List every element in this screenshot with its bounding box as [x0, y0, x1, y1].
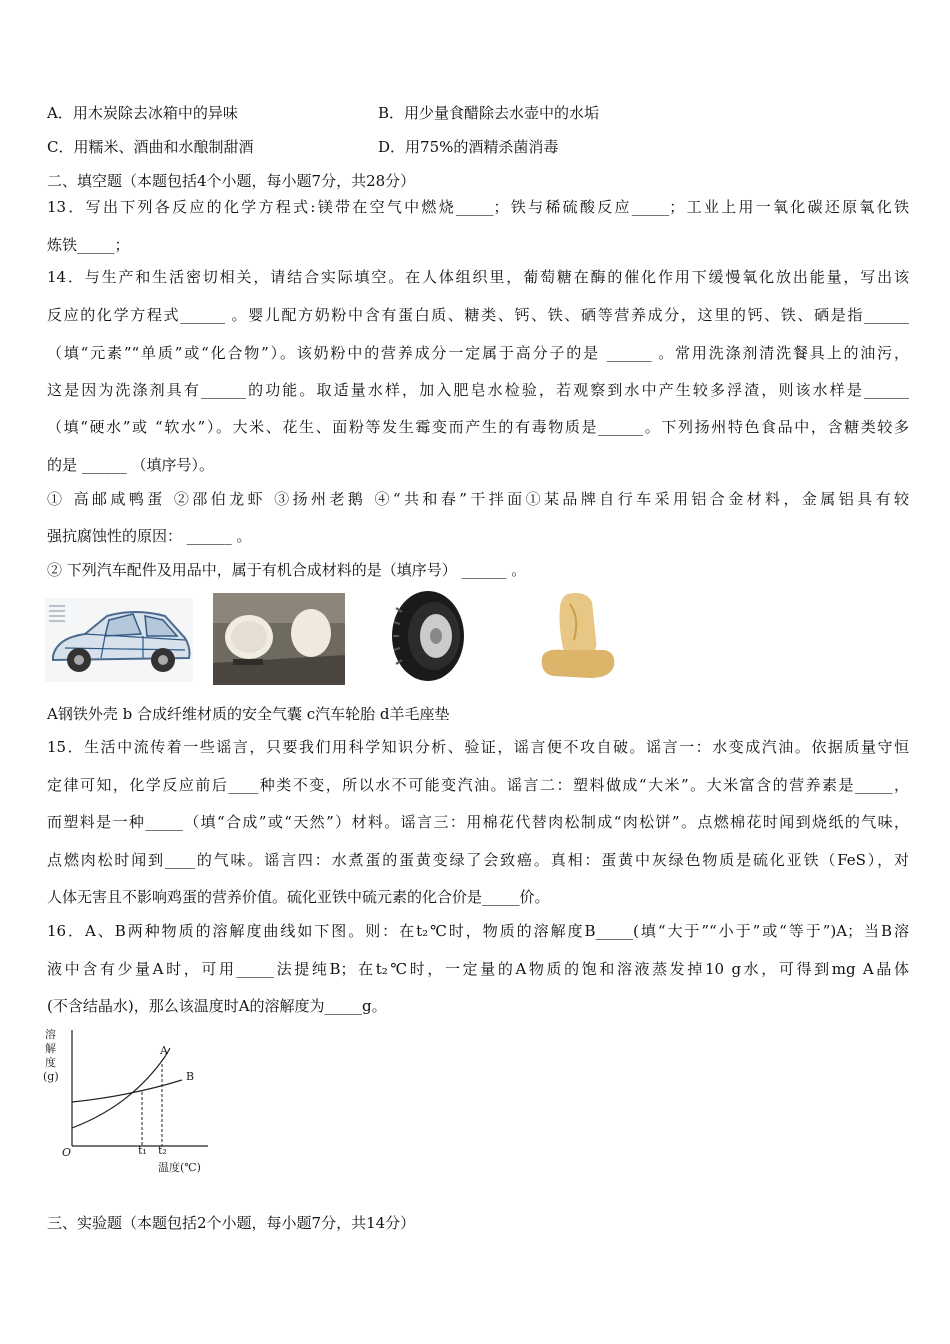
option-a: A．用木炭除去冰箱中的异味: [47, 104, 238, 122]
option-b: B．用少量食醋除去水壶中的水垢: [378, 104, 600, 122]
y-axis-label-3: 度: [45, 1056, 56, 1069]
image-caption: A钢铁外壳 b 合成纤维材质的安全气囊 c汽车轮胎 d羊毛座垫: [47, 705, 450, 723]
q16-line-3: (不含结晶水)，那么该温度时A的溶解度为_____g。: [47, 997, 387, 1015]
q15-line-2: 定律可知，化学反应前后____种类不变，所以水不可能变汽油。谣言二：塑料做成“大米”。大米富含的营养素是_____，: [47, 776, 909, 794]
tire-image: [388, 588, 468, 684]
q15-line-5: 人体无害且不影响鸡蛋的营养价值。硫化亚铁中硫元素的化合价是_____价。: [47, 888, 550, 906]
q14-line-5: （填“硬水”或 “软水”）。大米、花生、面粉等发生霉变而产生的有毒物质是______。下列扬州特色食品中，含糖类较多: [47, 418, 909, 436]
q15-line-4: 点燃肉松时闻到____的气味。谣言四：水煮蛋的蛋黄变绿了会致癌。真相：蛋黄中灰绿色物质是硫化亚铁（FeS），对: [47, 851, 909, 869]
q14-line-1: 14．与生产和生活密切相关，请结合实际填空。在人体组织里，葡萄糖在酶的催化作用下缓慢氧化放出能量，写出该: [47, 268, 909, 286]
y-axis-label-4: (g): [43, 1070, 59, 1083]
q14-line-8: 强抗腐蚀性的原因： ______ 。: [47, 527, 252, 545]
airbag-image: [213, 593, 345, 685]
q15-line-3: 而塑料是一种_____（填“合成”或“天然”）材料。谣言三：用棉花代替肉松制成“肉松饼”。点燃棉花时闻到烧纸的气味，: [47, 813, 909, 831]
q13-line-2: 炼铁_____；: [47, 236, 130, 254]
q16-line-2: 液中含有少量A时，可用_____法提纯B；在t₂℃时，一定量的A物质的饱和溶液蒸发掉10 g水，可得到mg A晶体: [47, 960, 909, 978]
q14-line-9: ② 下列汽车配件及用品中，属于有机合成材料的是（填序号） ______ 。: [47, 561, 527, 579]
t1-label: t₁: [138, 1144, 147, 1157]
curve-b-label: B: [186, 1070, 195, 1083]
curve-a-label: A: [160, 1044, 168, 1057]
q13-line-1: 13．写出下列各反应的化学方程式:镁带在空气中燃烧_____；铁与稀硫酸反应_____；工业上用一氧化碳还原氧化铁: [47, 198, 909, 216]
origin-label: O: [62, 1146, 72, 1159]
q14-line-7: ① 高邮咸鸭蛋 ②邵伯龙虾 ③扬州老鹅 ④“共和春”干拌面①某品牌自行车采用铝合金材料，金属铝具有较: [47, 490, 909, 508]
option-d: D．用75%的酒精杀菌消毒: [378, 138, 559, 156]
q14-line-3: （填“元素”“单质”或“化合物”）。该奶粉中的营养成分一定属于高分子的是 ______ 。常用洗涤剂清洗餐具上的油污，: [47, 344, 909, 362]
q14-line-4: 这是因为洗涤剂具有______的功能。取适量水样，加入肥皂水检验，若观察到水中产生较多浮渣，则该水样是______: [47, 381, 909, 399]
wool-seat-cushion-image: [534, 588, 620, 684]
y-axis-label-1: 溶: [45, 1028, 56, 1041]
q15-line-1: 15．生活中流传着一些谣言，只要我们用科学知识分析、验证，谣言便不攻自破。谣言一：水变成汽油。依据质量守恒: [47, 738, 909, 756]
solubility-curve-figure: [40, 1024, 230, 1179]
y-axis-label-2: 解: [45, 1042, 56, 1055]
option-c: C．用糯米、酒曲和水酿制甜酒: [47, 138, 254, 156]
section-2-heading: 二、填空题（本题包括4个小题，每小题7分，共28分）: [47, 172, 416, 190]
x-axis-label: 温度(℃): [158, 1161, 201, 1174]
q16-line-1: 16．A、B两种物质的溶解度曲线如下图。则：在t₂℃时，物质的溶解度B_____(填“大于”“小于”或“等于”)A；当B溶: [47, 922, 909, 940]
t2-label: t₂: [158, 1144, 167, 1157]
car-body-image: [45, 598, 193, 682]
curve-b: [72, 1080, 182, 1102]
q14-line-2: 反应的化学方程式______ 。婴儿配方奶粉中含有蛋白质、糖类、钙、铁、硒等营养成分，这里的钙、铁、硒是指______: [47, 306, 909, 324]
q14-line-6: 的是 ______ （填序号）。: [47, 456, 215, 474]
section-3-heading: 三、实验题（本题包括2个小题，每小题7分，共14分）: [47, 1214, 416, 1232]
